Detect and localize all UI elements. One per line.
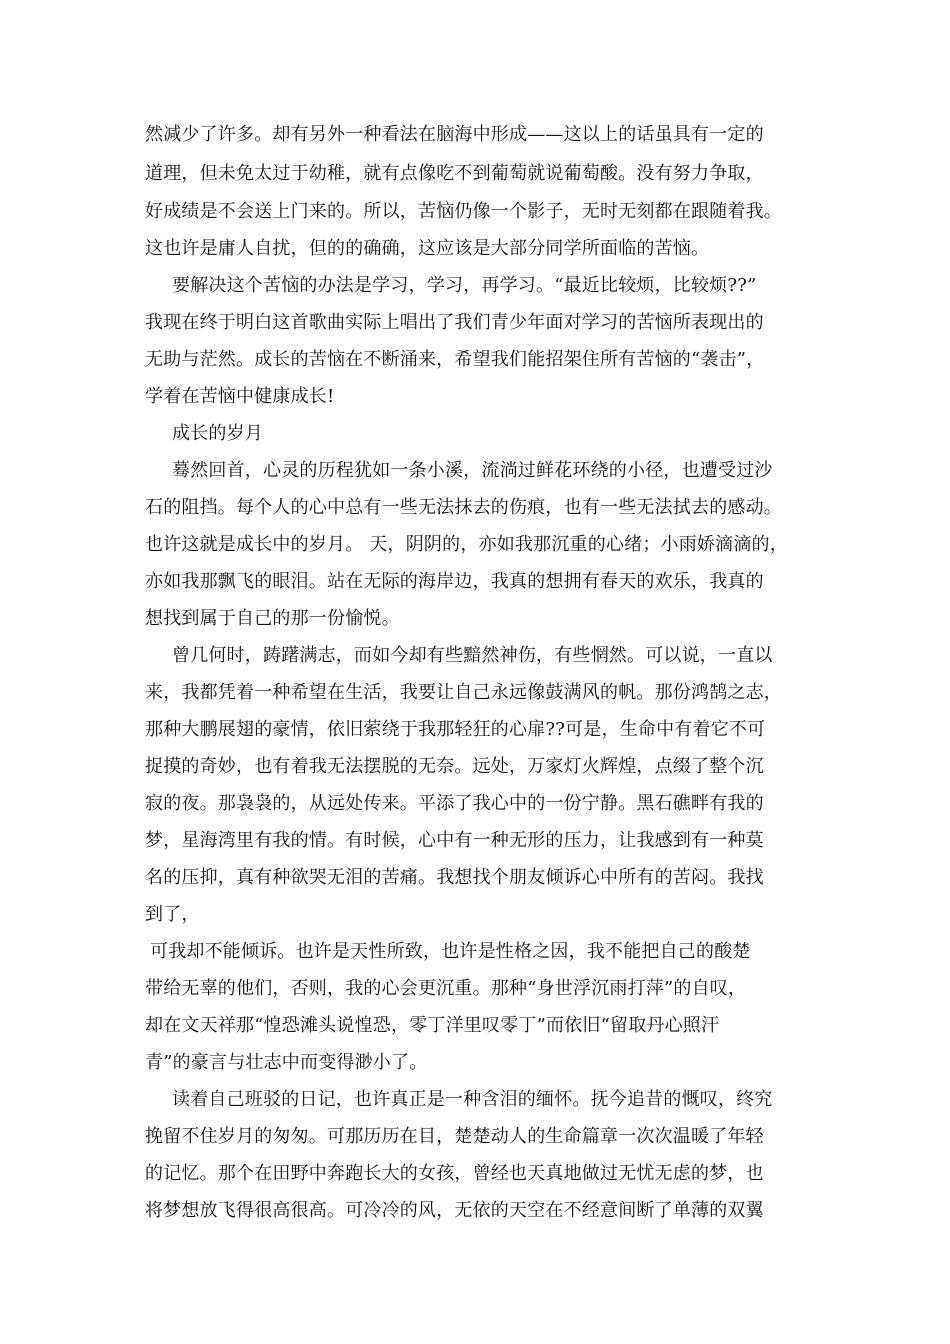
text-line: 的记忆。那个在田野中奔跑长大的女孩，曾经也天真地做过无忧无虑的梦，也 [145, 1163, 764, 1184]
text-line: 无助与茫然。成长的苦恼在不断涌来，希望我们能招架住所有苦恼的“袭击”， [145, 349, 765, 370]
text-line: 梦，星海湾里有我的情。有时候，心中有一种无形的压力，让我感到有一种莫 [145, 830, 764, 851]
text-line: 这也许是庸人自扰，但的的确确，这应该是大部分同学所面临的苦恼。 [145, 238, 710, 259]
text-line: 带给无辜的他们，否则，我的心会更沉重。那种“身世浮沉雨打萍”的自叹， [145, 978, 747, 999]
text-line: 我现在终于明白这首歌曲实际上唱出了我们青少年面对学习的苦恼所表现出的 [145, 312, 764, 333]
text-line: 到了， [145, 904, 200, 925]
text-line: 石的阻挡。每个人的心中总有一些无法抹去的伤痕，也有一些无法拭去的感动。 [145, 497, 782, 518]
text-line: 名的压抑，真有种欲哭无泪的苦痛。我想找个朋友倾诉心中所有的苦闷。我找 [145, 867, 764, 888]
text-line: 那种大鹏展翅的豪情，依旧萦绕于我那轻狂的心扉??可是，生命中有着它不可 [145, 719, 766, 740]
text-line: 也许这就是成长中的岁月。 天，阴阴的，亦如我那沉重的心绪；小雨娇滴滴的， [145, 534, 788, 555]
text-line: 道理，但未免太过于幼稚，就有点像吃不到葡萄就说葡萄酸。没有努力争取， [145, 163, 764, 184]
text-line: 读着自己班驳的日记，也许真正是一种含泪的缅怀。抚今追昔的慨叹，终究 [172, 1089, 773, 1110]
text-line: 好成绩是不会送上门来的。所以，苦恼仍像一个影子，无时无刻都在跟随着我。 [145, 201, 782, 222]
text-line: 来，我都凭着一种希望在生活，我要让自己永远像鼓满风的帆。那份鸿鹄之志， [145, 682, 782, 703]
text-line: 将梦想放飞得很高很高。可冷冷的风，无依的天空在不经意间断了单薄的双翼 [145, 1200, 764, 1221]
text-line: 却在文天祥那“惶恐滩头说惶恐，零丁洋里叹零丁”而依旧“留取丹心照汗 [145, 1015, 720, 1036]
text-line: 要解决这个苦恼的办法是学习，学习，再学习。“最近比较烦，比较烦??” [172, 275, 757, 296]
text-line: 想找到属于自己的那一份愉悦。 [145, 608, 400, 629]
text-line: 然减少了许多。却有另外一种看法在脑海中形成——这以上的话虽具有一定的 [145, 124, 764, 145]
text-line: 亦如我那飘飞的眼泪。站在无际的海岸边，我真的想拥有春天的欢乐，我真的 [145, 571, 764, 592]
text-line: 可我却不能倾诉。也许是天性所致，也许是性格之因，我不能把自己的酸楚 [150, 941, 751, 962]
text-line: 捉摸的奇妙，也有着我无法摆脱的无奈。远处，万家灯火辉煌，点缀了整个沉 [145, 756, 764, 777]
text-line: 曾几何时，踌躇满志，而如今却有些黯然神伤，有些惘然。可以说，一直以 [172, 645, 773, 666]
text-line: 寂的夜。那袅袅的，从远处传来。平添了我心中的一份宁静。黑石礁畔有我的 [145, 793, 764, 814]
text-line: 学着在苦恼中健康成长! [145, 386, 335, 407]
section-title: 成长的岁月 [172, 423, 263, 444]
text-line: 挽留不住岁月的匆匆。可那历历在目，楚楚动人的生命篇章一次次温暖了年轻 [145, 1126, 764, 1147]
text-line: 青”的豪言与壮志中而变得渺小了。 [145, 1052, 428, 1073]
text-line: 蓦然回首，心灵的历程犹如一条小溪，流淌过鲜花环绕的小径，也遭受过沙 [172, 460, 773, 481]
